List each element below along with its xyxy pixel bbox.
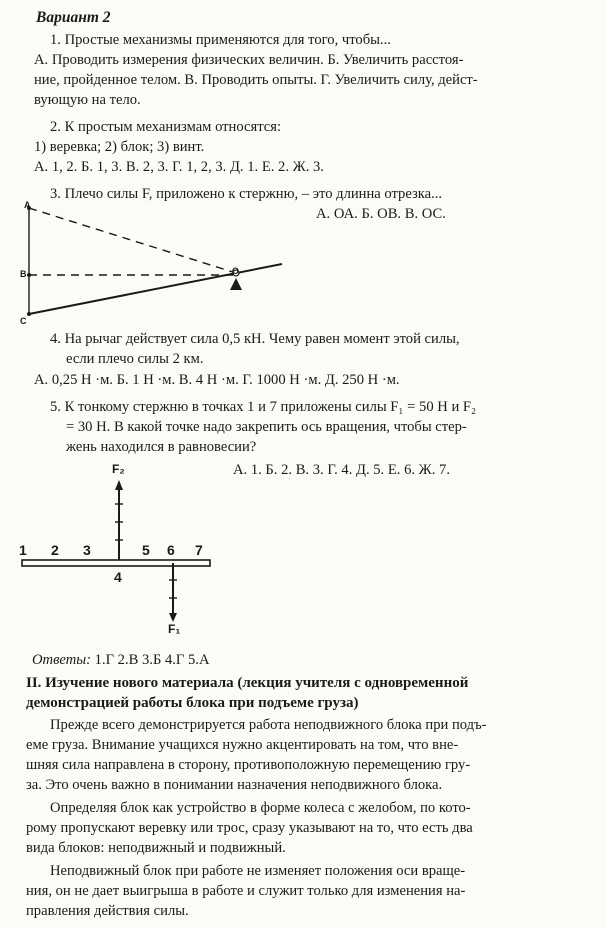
p1-line2: еме груза. Внимание учащихся нужно акцентировать на том, что вне- [26, 737, 459, 753]
p2-line3: вида блоков: неподвижный и подвижный. [26, 840, 286, 856]
q5-question-line2: = 30 Н. В какой точке надо закрепить ось вращения, чтобы стер- [66, 419, 467, 435]
q3-lever-figure [18, 198, 298, 320]
q5-rod-figure [18, 470, 218, 630]
p2-line2: рому пропускают веревку или трос, сразу указывают на то, что есть два [26, 820, 473, 836]
q5-question-line1: 5. К тонкому стержню в точках 1 и 7 приложены силы F₁ = 50 Н и F₂ [50, 399, 477, 415]
q4-question-line1: 4. На рычаг действует сила 0,5 кН. Чему равен момент этой силы, [50, 331, 460, 347]
q5-question-line3: жень находился в равновесии? [66, 439, 257, 455]
q3-label-a: A [24, 200, 31, 210]
q1-answers-line2: ние, пройденное телом. В. Проводить опыты. Г. Увеличить силу, дейст- [34, 72, 478, 88]
answers-key-label: Ответы: [32, 652, 91, 668]
q1-question: 1. Простые механизмы применяются для того, чтобы... [50, 32, 391, 48]
section-heading-line2: демонстрацией работы блока при подъеме груза) [26, 695, 359, 711]
q3-answers: А. ОА. Б. ОВ. В. ОС. [316, 206, 446, 222]
q5-point-2: 2 [51, 542, 59, 558]
q2-question: 2. К простым механизмам относятся: [50, 119, 282, 135]
q5-label-f2: F₂ [112, 462, 125, 476]
q5-rod [22, 560, 210, 566]
q4-question-line2: если плечо силы 2 км. [66, 351, 204, 367]
q5-label-f1: F₁ [168, 622, 181, 636]
answers-key [32, 651, 210, 670]
p2-line1: Определяя блок как устройство в форме колеса с желобом, по кото- [50, 800, 471, 816]
q5-point-6: 6 [167, 542, 175, 558]
variant-title: Вариант 2 [36, 9, 111, 26]
p3-line2: ния, он не дает выигрыша в работе и служит только для изменения на- [26, 883, 466, 899]
q3-label-c: C [20, 316, 27, 326]
p3-line3: правления действия силы. [26, 903, 189, 919]
q2-answers: А. 1, 2. Б. 1, 3. В. 2, 3. Г. 1, 2, 3. Д. 1. Е. 2. Ж. 3. [34, 159, 324, 175]
q3-rod [29, 264, 282, 314]
q5-point-1: 1 [19, 542, 27, 558]
q4-answers: А. 0,25 Н ·м. Б. 1 Н ·м. В. 4 Н ·м. Г. 1000 Н ·м. Д. 250 Н ·м. [34, 372, 400, 388]
q1-answers-line1: А. Проводить измерения физических величин. Б. Увеличить расстоя- [34, 52, 464, 68]
p1-line4: за. Это очень важно в понимании назначения неподвижного блока. [26, 777, 443, 793]
p3-line1: Неподвижный блок при работе не изменяет положения оси враще- [50, 863, 466, 879]
q3-label-o: O [232, 266, 240, 276]
q5-answers: А. 1. Б. 2. В. 3. Г. 4. Д. 5. Е. 6. Ж. 7. [233, 462, 450, 478]
q3-dashed-line-a [29, 208, 236, 273]
q5-point-3: 3 [83, 542, 91, 558]
q1-answers-line3: вующую на тело. [34, 92, 141, 108]
q2-items: 1) веревка; 2) блок; 3) винт. [34, 139, 205, 155]
q5-point-4: 4 [114, 569, 122, 585]
p1-line1: Прежде всего демонстрируется работа неподвижного блока при подъ- [50, 717, 487, 733]
q3-question: 3. Плечо силы F, приложено к стержню, – это длинна отрезка... [50, 186, 443, 202]
section-heading-line1: II. Изучение нового материала (лекция учителя с одновременной [26, 675, 469, 691]
q3-label-b: B [20, 269, 27, 279]
q5-point-5: 5 [142, 542, 150, 558]
answers-key-value: 1.Г 2.В 3.Б 4.Г 5.А [94, 652, 210, 668]
q5-point-7: 7 [195, 542, 203, 558]
p1-line3: шняя сила направлена в сторону, противоположную перемещению гру- [26, 757, 471, 773]
